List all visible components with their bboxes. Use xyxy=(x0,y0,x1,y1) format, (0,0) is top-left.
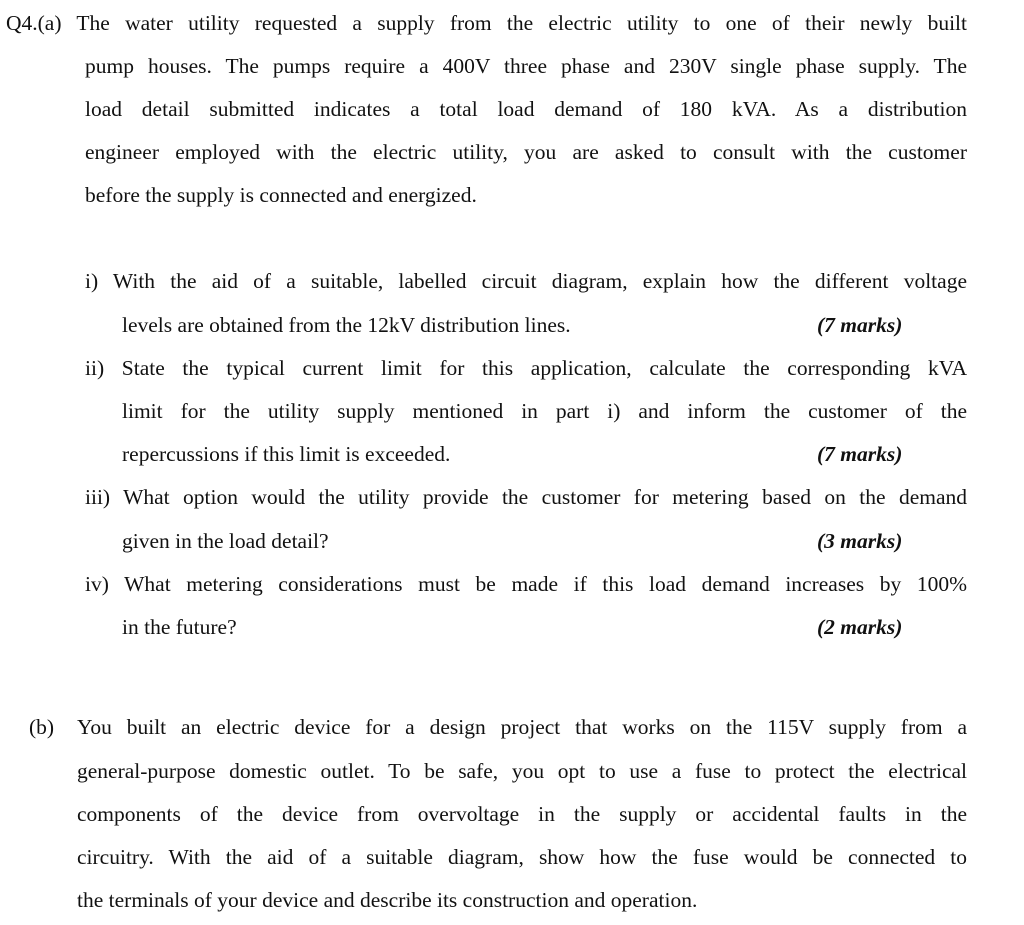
subpart-i-line-1: i) With the aid of a suitable, labelled circuit diagram, explain how the different voltage xyxy=(85,269,967,293)
subpart-iv-marks: (2 marks) xyxy=(817,615,903,639)
subpart-ii-marks: (7 marks) xyxy=(817,442,903,466)
question-b-line-2: general-purpose domestic outlet. To be safe, you opt to use a fuse to protect the electrical xyxy=(77,759,967,783)
subpart-i-line-2: levels are obtained from the 12kV distribution lines. xyxy=(122,313,571,337)
question-b-line-1: You built an electric device for a design project that works on the 115V supply from a xyxy=(77,715,967,739)
question-b-line-3: components of the device from overvoltage in the supply or accidental faults in the xyxy=(77,802,967,826)
question-a-line-1: Q4.(a) The water utility requested a supply from the electric utility to one of their newly built xyxy=(6,11,967,35)
subpart-ii-line-3: repercussions if this limit is exceeded. xyxy=(122,442,451,466)
subpart-iii-marks: (3 marks) xyxy=(817,529,903,553)
question-b-line-5: the terminals of your device and describe its construction and operation. xyxy=(77,888,698,912)
question-b-line-4: circuitry. With the aid of a suitable diagram, show how the fuse would be connected to xyxy=(77,845,967,869)
question-a-line-4: engineer employed with the electric utility, you are asked to consult with the customer xyxy=(85,140,967,164)
subpart-iii-line-1: iii) What option would the utility provide the customer for metering based on the demand xyxy=(85,485,967,509)
subpart-ii-line-1: ii) State the typical current limit for this application, calculate the corresponding kVA xyxy=(85,356,967,380)
subpart-iii-line-2: given in the load detail? xyxy=(122,529,329,553)
question-a-line-5: before the supply is connected and energized. xyxy=(85,183,477,207)
question-a-line-3: load detail submitted indicates a total load demand of 180 kVA. As a distribution xyxy=(85,97,967,121)
subpart-iv-line-1: iv) What metering considerations must be made if this load demand increases by 100% xyxy=(85,572,967,596)
subpart-ii-line-2: limit for the utility supply mentioned in part i) and inform the customer of the xyxy=(122,399,967,423)
question-b-label: (b) xyxy=(29,715,55,739)
subpart-i-marks: (7 marks) xyxy=(817,313,903,337)
subpart-iv-line-2: in the future? xyxy=(122,615,237,639)
question-a-line-2: pump houses. The pumps require a 400V three phase and 230V single phase supply. The xyxy=(85,54,967,78)
